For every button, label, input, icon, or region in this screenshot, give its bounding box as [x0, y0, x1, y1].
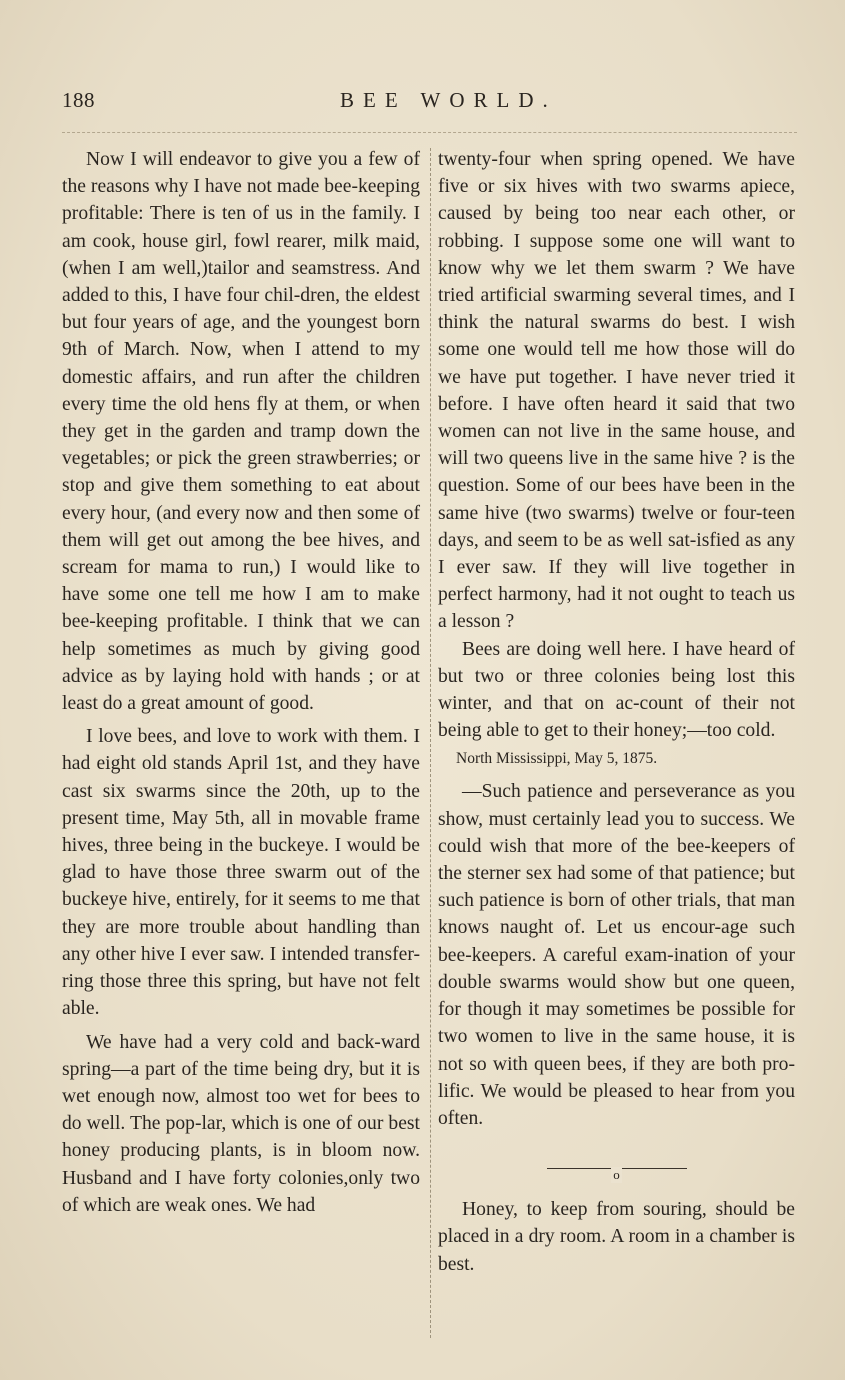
- left-column: [62, 146, 420, 1219]
- separator-ornament: o: [613, 1167, 620, 1183]
- paragraph: Bees are doing well here. I have heard of but two or three colonies being lost this winter, and that on ac-count of their not being able to get to their honey;—too cold.: [438, 638, 795, 742]
- column-divider: [430, 148, 431, 1338]
- paragraph-continuation: twenty-four when spring opened. We have five or six hives with two swarms apiece, caused by being too near each other, or robbing. I suppose some one will want to know why we let them swarm ? We have tried artificial swarming several times, and I think the natural swarms do best. I wish some one would tell me how those will do we have put together. I have never tried it before. I have often heard it said that two women can not live in the same house, and will two queens live in the same hive ? is the question. Some of our bees have been in the same hive (two swarms) twelve or four-teen days, and seem to be as well sat-isfied as any I ever saw. If they will live together in perfect harmony, had it not ought to teach us a lesson ?: [438, 149, 795, 633]
- paragraph: We have had a very cold and back-ward spring—a part of the time being dry, but it is wet enough now, almost too wet for bees to do well. The pop-lar, which is one of our best honey producing plants, is in bloom now. Husband and I have forty colonies,only two of which are weak ones. We had: [62, 1031, 420, 1216]
- header-rule: [62, 132, 797, 133]
- editor-note: —Such patience and perseverance as you show, must certainly lead you to success. We could wish that more of the bee-keepers of the sterner sex had some of that patience; but such patience is born of other trials, that man knows naught of. Let us encour-age such bee-keepers. A careful exam-ination of your double swarms would show but one queen, for though it may sometimes be possible for two women to live in the same house, it is not so with queen bees, if they are both pro-lific. We would be pleased to hear from you often.: [438, 781, 795, 1129]
- paragraph: I love bees, and love to work with them. I had eight old stands April 1st, and they have cast six swarms since the 20th, up to the present time, May 5th, all in movable frame hives, three being in the buckeye. I would be glad to have those three swarm out of the buckeye hive, entirely, for it seems to me that they are more trouble about handling than any other hive I ever saw. I intended transfer-ring those three this spring, but have not felt able.: [62, 726, 420, 1020]
- running-title: BEE WORLD.: [340, 88, 557, 112]
- honey-tip: Honey, to keep from souring, should be placed in a dry room. A room in a chamber is best.: [438, 1199, 795, 1275]
- page-number: 188: [62, 88, 95, 112]
- paragraph: Now I will endeavor to give you a few of the reasons why I have not made bee-keeping profitable: There is ten of us in the family. I am cook, house girl, fowl rearer, milk maid, (when I am well,)tailor and seamstress. And added to this, I have four chil-dren, the eldest but four years of age, and the youngest born 9th of March. Now, when I attend to my domestic affairs, and run after the children every time the old hens fly at them, or when they get in the garden and tramp down the vegetables; or pick the green strawberries; or stop and give them something to eat about every hour, (and every now and then some of them will get out among the bee hives, and scream for mama to run,) I would like to have some one tell me how I am to make bee-keeping profitable. I think that we can help sometimes as much by giving good advice as by laying hold with hands ; or at least do a great amount of good.: [62, 149, 420, 715]
- section-separator: [547, 1160, 687, 1183]
- right-column: [438, 146, 795, 1278]
- page-header: [62, 88, 797, 118]
- letter-signature: North Mississippi, May 5, 1875.: [456, 750, 658, 768]
